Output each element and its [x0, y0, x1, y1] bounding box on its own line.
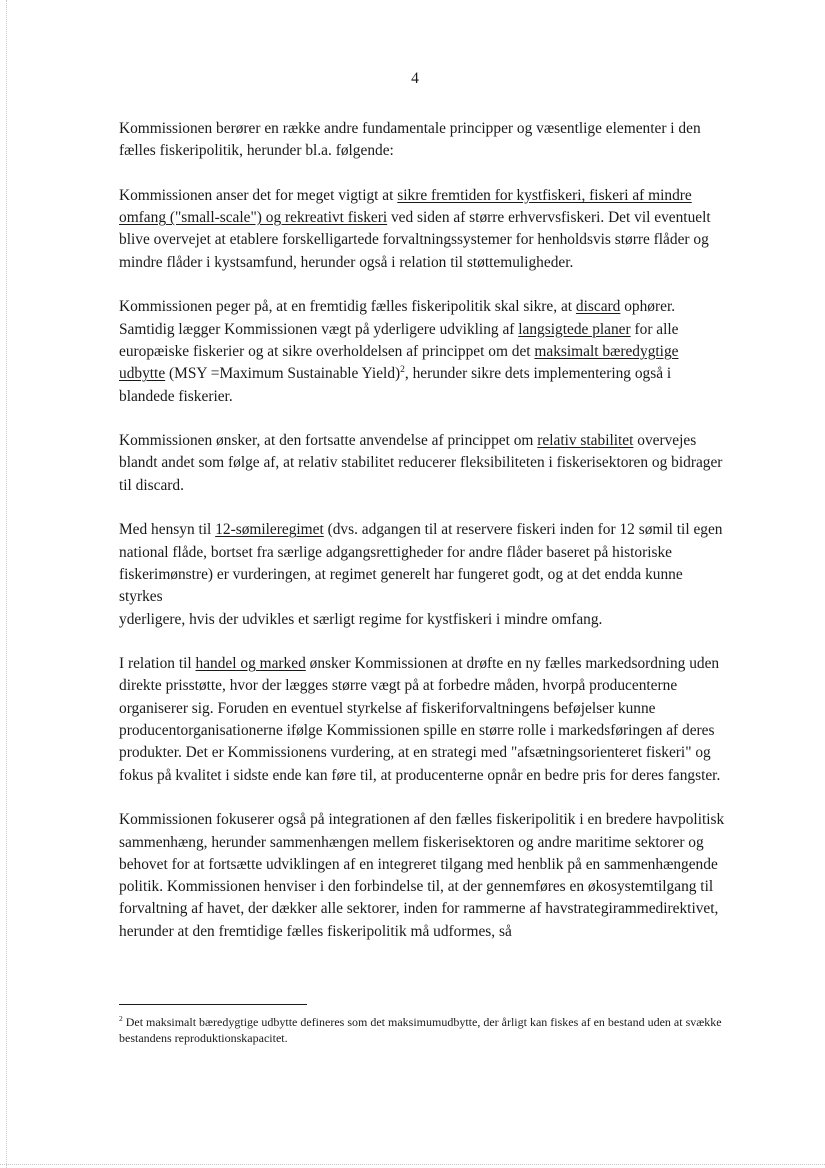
scan-edge-bottom [0, 1164, 825, 1165]
page-number: 4 [411, 70, 419, 87]
underlined-term-trade-market: handel og marked [195, 655, 306, 673]
footnote-text: Det maksimalt bæredygtige udbytte defineres som det maksimumudbytte, der årligt kan fiskes af en bestand uden at svække bestandens reproduktionskapacitet. [119, 1015, 722, 1045]
paragraph-discard: Kommissionen peger på, at en fremtidig fælles fiskeripolitik skal sikre, at discard ophører. Samtidig lægger Kommissionen vægt på yderligere udvikling af langsigtede planer for alle europæiske fiskerier og at sikre overholdelsen af princippet om det maksimalt bæredygtige udbytte (MSY =Maximum Sustainable Yield)$^2$, herunder sikre dets implementering også i blandede fiskerier. [119, 298, 679, 405]
underlined-term-msy: maksimalt bæredygtige udbytte [119, 342, 679, 383]
footnote-separator [119, 1004, 307, 1005]
underlined-term-discard: discard [575, 298, 621, 316]
footnote-marker: 2 [119, 1014, 123, 1023]
footnote [119, 1015, 725, 1046]
body-text [119, 118, 725, 965]
paragraph-principles-intro: Kommissionen berører en række andre fundamentale principper og væsentlige elementer i den fælles fiskeripolitik, herunder bl.a. følgende: [119, 120, 701, 160]
paragraph-relative-stability: Kommissionen ønsker, at den fortsatte anvendelse af princippet om relativ stabilitet overvejes blandt andet som følge af, at relativ stabilitet reducerer fleksibiliteten i fiskerisektoren og bidrager til discard. [119, 432, 723, 494]
paragraph-trade-market: I relation til handel og marked ønsker Kommissionen at drøfte en ny fælles markedsordning uden direkte prisstøtte, hvor der lægges større vægt på at forbedre måden, hvorpå producenterne organiserer sig. Foruden en eventuel styrkelse af fiskeriforvaltningens beføjelser kunne producentorganisationerne ifølge Kommissionen spille en større rolle i markedsføringen af deres produkter. Det er Kommissionens vurdering, at en strategi med "afsætningsorienteret fiskeri" og fokus på kvalitet i sidste ende kan føre til, at producenterne opnår en bedre pris for deres fangster. [119, 655, 721, 784]
footnote-reference: 2 [400, 364, 405, 376]
underlined-term-long-term-plans: langsigtede planer [518, 320, 631, 338]
underlined-term-coastal-fishing: sikre fremtiden for kystfiskeri, fiskeri af mindre omfang ("small-scale") og rekreativt fiskeri [119, 186, 692, 227]
underlined-term-relative-stability: relativ stabilitet [537, 432, 634, 450]
scan-edge-left [6, 0, 7, 1168]
paragraph-coastal-fishing: Kommissionen anser det for meget vigtigt at sikre fremtiden for kystfiskeri, fiskeri af mindre omfang ("small-scale") og rekreativt fiskeri ved siden af større erhvervsfiskeri. Det vil eventuelt blive overvejet at etablere forskelligartede forvaltningssystemer for henholdsvis større flåder og mindre flåder i kystsamfund, herunder også i relation til støttemuligheder. [119, 186, 711, 271]
paragraph-maritime-policy: Kommissionen fokuserer også på integrationen af den fælles fiskeripolitik i en bredere havpolitisk sammenhæng, herunder sammenhængen mellem fiskerisektoren og andre maritime sektorer og behovet for at fortsætte udviklingen af en integreret tilgang med henblik på en sammenhængende politik. Kommissionen henviser i den forbindelse til, at der gennemføres en økosystemtilgang til forvaltning af havet, der dækker alle sektorer, inden for rammerne af havstrategirammedirektivet, herunder at den fremtidige fælles fiskeripolitik må udformes, så [119, 811, 725, 940]
paragraph-12-mile-regime: Med hensyn til 12-sømileregimet (dvs. adgangen til at reservere fiskeri inden for 12 sømil til egen national flåde, bortset fra særlige adgangsrettigheder for andre flåder baseret på historiske fiskerimønstre) er vurderingen, at regimet generelt har fungeret godt, og at det endda kunne styrkes yderligere, hvis der udvikles et særligt regime for kystfiskeri i mindre omfang. [119, 521, 723, 628]
underlined-term-12-mile-regime: 12-sømileregimet [215, 521, 324, 539]
